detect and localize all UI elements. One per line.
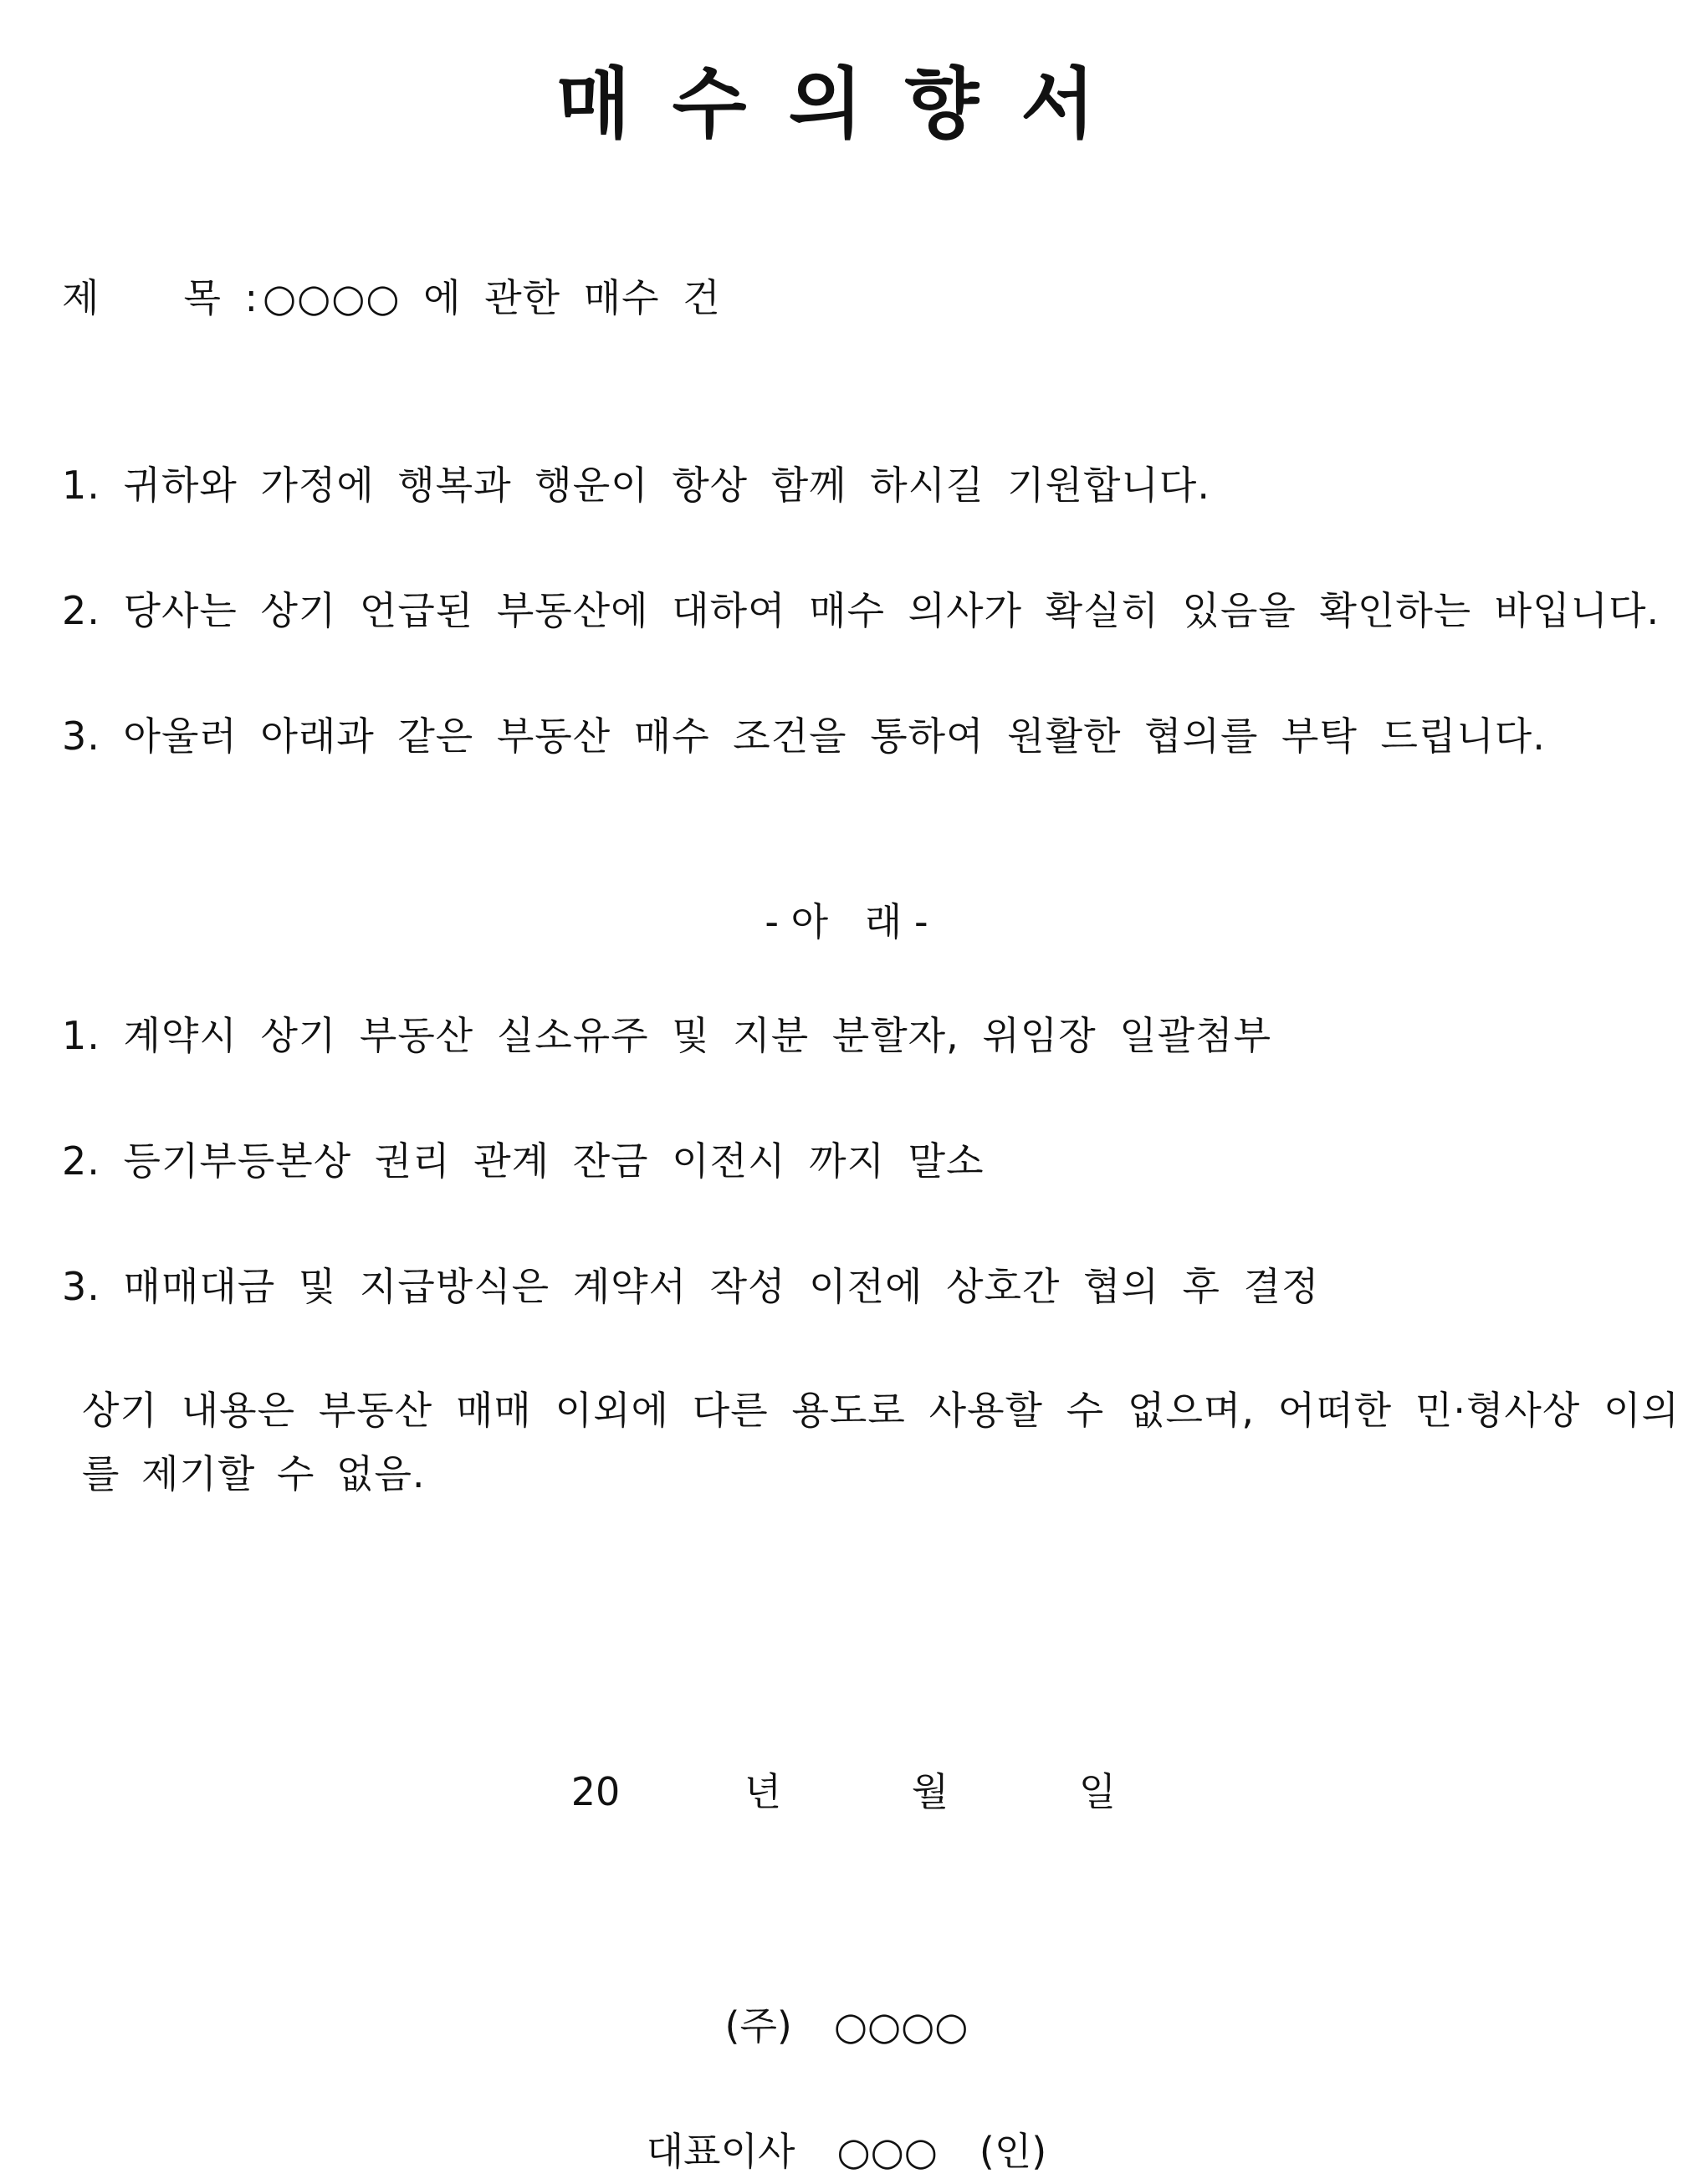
- subject-label-first: 제: [62, 275, 100, 320]
- company-prefix: (주): [724, 2003, 792, 2048]
- subject-label-second: 목 :: [183, 275, 258, 320]
- intro-item-2: 2. 당사는 상기 언급된 부동산에 대하여 매수 의사가 확실히 있음을 확인하는 바입니다.: [62, 588, 1660, 633]
- section-heading: - 아 래 -: [765, 899, 928, 944]
- notice-paragraph: 상기 내용은 부동산 매매 이외에 다른 용도로 사용할 수 없으며, 어떠한 민·형사상 이의를 제기할 수 없음.: [82, 1388, 1680, 1496]
- representative-label: 대표이사: [646, 2129, 795, 2174]
- condition-item-2: 2. 등기부등본상 권리 관계 잔금 이전시 까지 말소: [62, 1138, 985, 1184]
- representative-seal: (인): [979, 2129, 1047, 2174]
- subject-value: ○○○○ 에 관한 매수 건: [263, 275, 721, 320]
- company-name: ○○○○: [833, 2003, 969, 2048]
- date-year-label: 년: [744, 1769, 782, 1814]
- representative-name: ○○○: [836, 2129, 938, 2174]
- intro-item-3: 3. 아울러 아래과 같은 부동산 매수 조건을 통하여 원활한 협의를 부탁 드립니다.: [62, 714, 1546, 759]
- company-line: [0, 1999, 1693, 2053]
- condition-item-1: 1. 계약시 상기 부동산 실소유주 및 지분 분할자, 위임장 일괄첨부: [62, 1013, 1272, 1058]
- subject-line: [62, 271, 721, 325]
- intro-item-1: 1. 귀하와 가정에 행복과 행운이 항상 함께 하시길 기원합니다.: [62, 463, 1210, 508]
- representative-line: [0, 2125, 1693, 2178]
- date-month-label: 월: [911, 1769, 949, 1814]
- date-year-prefix: 20: [570, 1769, 621, 1814]
- condition-item-3: 3. 매매대금 및 지급방식은 계약서 작성 이전에 상호간 협의 후 결정: [62, 1264, 1320, 1309]
- document-title: 매수의향서: [555, 59, 1138, 149]
- date-line: [0, 1765, 1693, 1818]
- date-day-label: 일: [1078, 1769, 1117, 1814]
- subject-label: [62, 271, 263, 325]
